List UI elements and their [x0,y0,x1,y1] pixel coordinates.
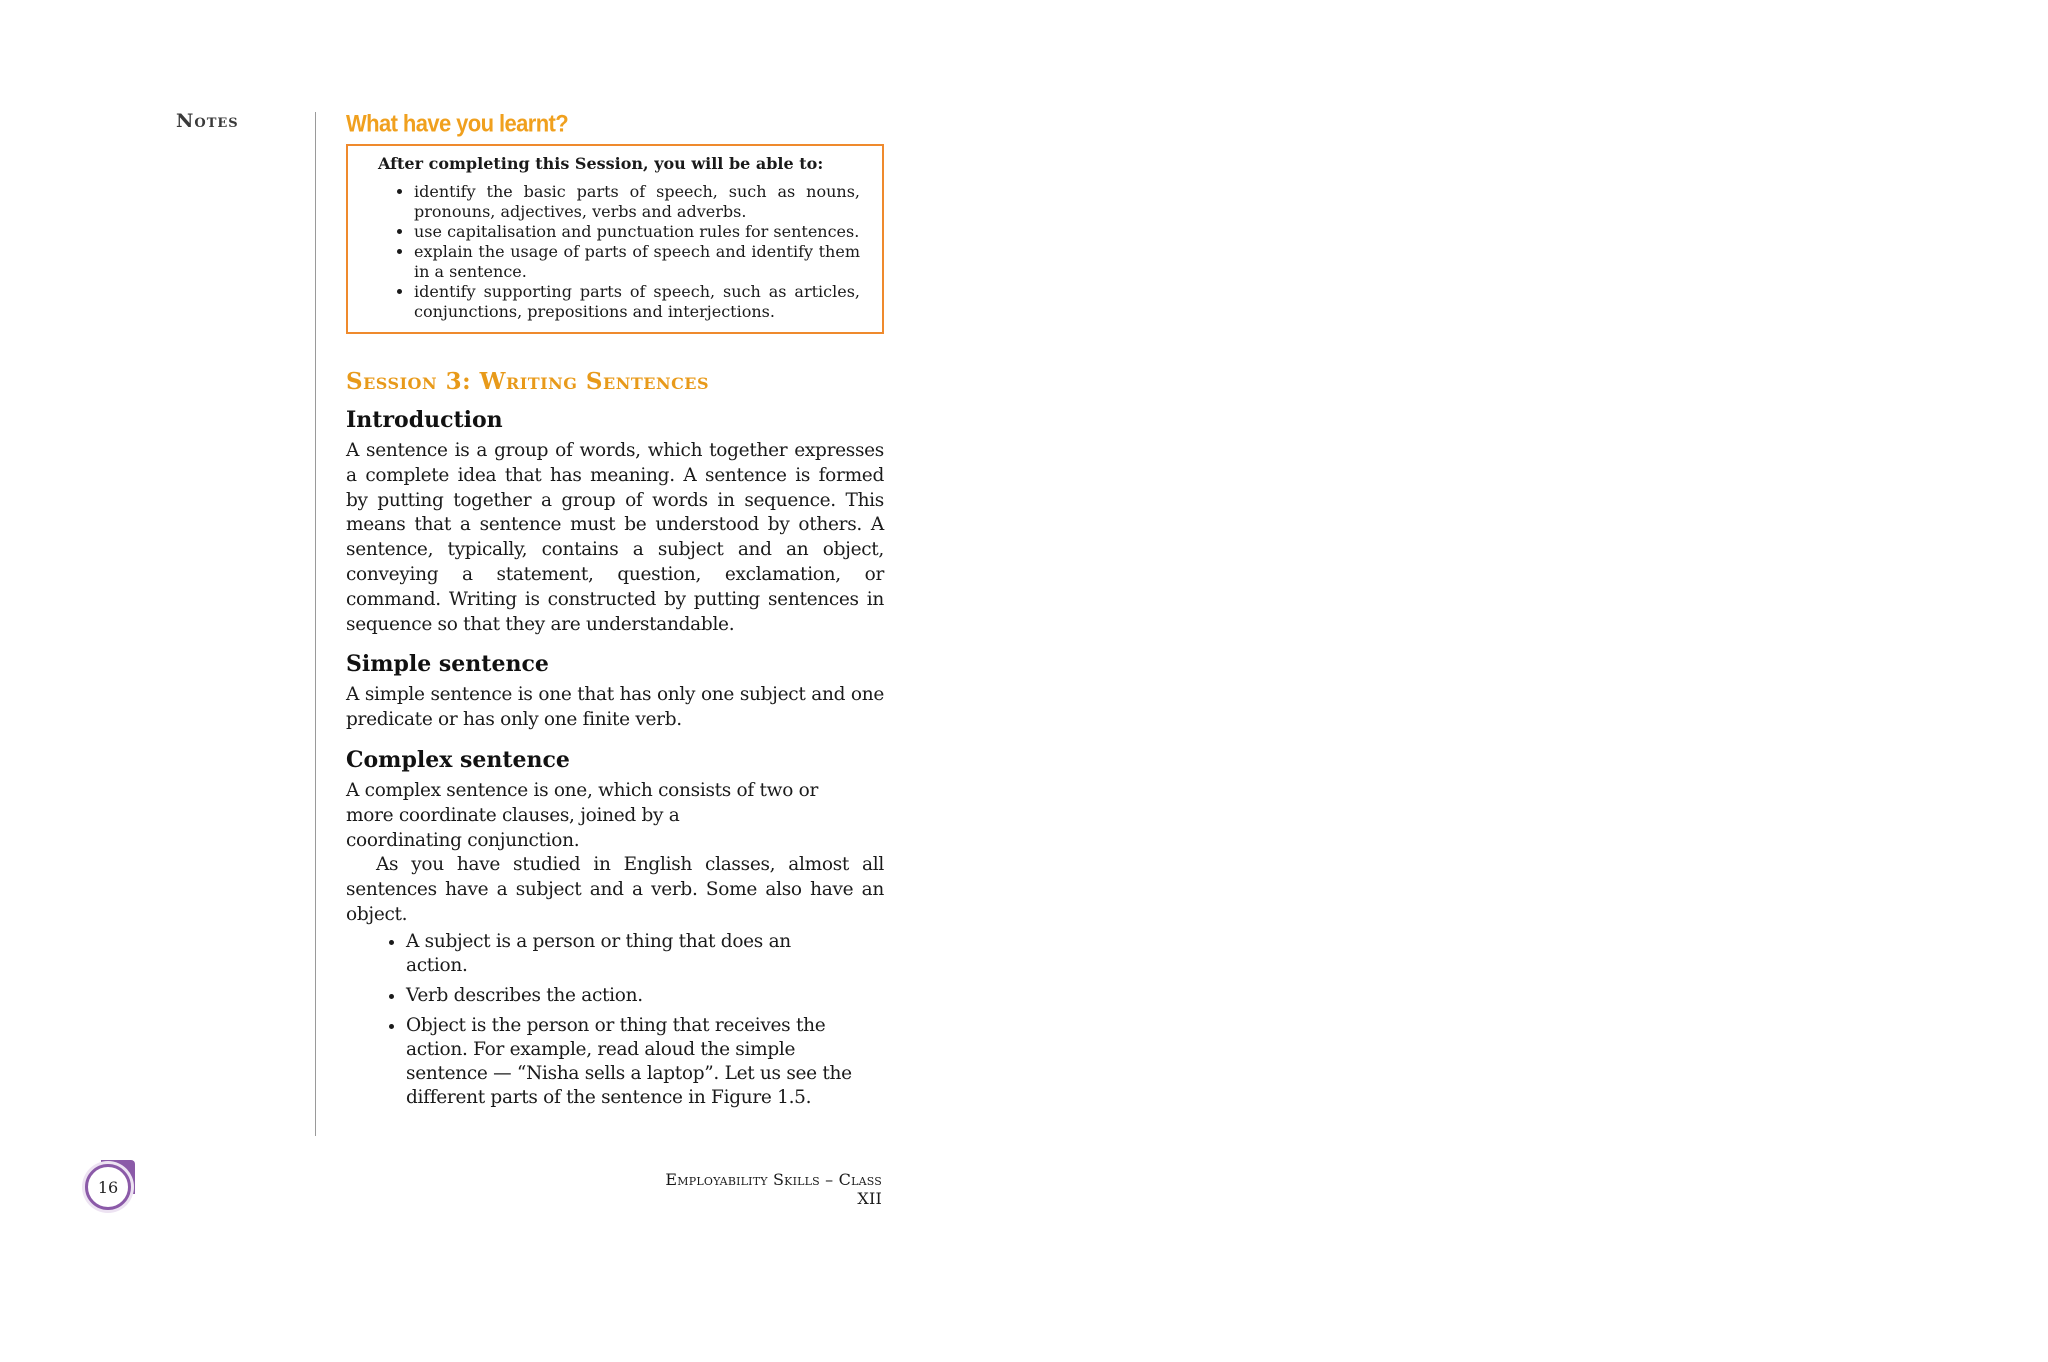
complex-line: coordinating conjunction. [346,829,580,851]
learning-outcome-item: • explain the usage of parts of speech and identify them in a sentence. [414,242,860,282]
sentence-part-item: • A subject is a person or thing that does an action. [406,930,806,978]
page-number: 16 [85,1164,131,1210]
sentence-parts-list [346,930,884,1110]
followup-paragraph: As you have studied in English classes, almost all sentences have a subject and a verb. Some also have an object. [346,854,884,925]
sentence-part-item: • Object is the person or thing that receives the action. For example, read aloud the simple sentence — “Nisha sells a laptop”. Let us see the different parts of the sentence in Figure 1.5. [406,1014,876,1110]
learning-outcomes-box [346,144,884,334]
complex-line: A complex sentence is one, which consists of two or [346,779,818,801]
simple-sentence-paragraph: A simple sentence is one that has only one subject and one predicate or has only one finite verb. [346,684,884,731]
learning-outcome-item: • identify supporting parts of speech, such as articles, conjunctions, prepositions and interjections. [414,282,860,322]
learning-outcomes-lead: After completing this Session, you will be able to: [378,154,824,173]
page-number-badge [83,1160,135,1210]
page-content [346,104,884,1116]
margin-divider [315,112,316,1136]
introduction-heading: Introduction [346,407,503,433]
learning-outcome-item: • identify the basic parts of speech, such as nouns, pronouns, adjectives, verbs and adverbs. [414,182,860,222]
complex-sentence-paragraph [346,779,884,853]
sentence-part-item: • Verb describes the action. [406,984,876,1008]
complex-sentence-heading: Complex sentence [346,746,570,773]
session-title: Session 3: Writing Sentences [346,368,710,395]
simple-sentence-heading: Simple sentence [346,651,549,678]
introduction-paragraph: A sentence is a group of words, which together expresses a complete idea that has meaning. A sentence is formed by putting together a group of words in sequence. This means that a sentence must be understood by others. A sentence, typically, contains a subject and an object, conveying a statement, question, exclamation, or command. Writing is constructed by putting sentences in sequence so that they are understandable. [346,440,884,635]
complex-line: more coordinate clauses, joined by a [346,804,680,826]
learning-outcomes-list [376,182,860,322]
notes-margin-label: Notes [176,110,239,132]
learnt-heading: What have you learnt? [346,110,569,137]
learning-outcome-item: • use capitalisation and punctuation rules for sentences. [414,222,860,242]
footer-book-title: Employability Skills – Class XII [665,1170,882,1208]
